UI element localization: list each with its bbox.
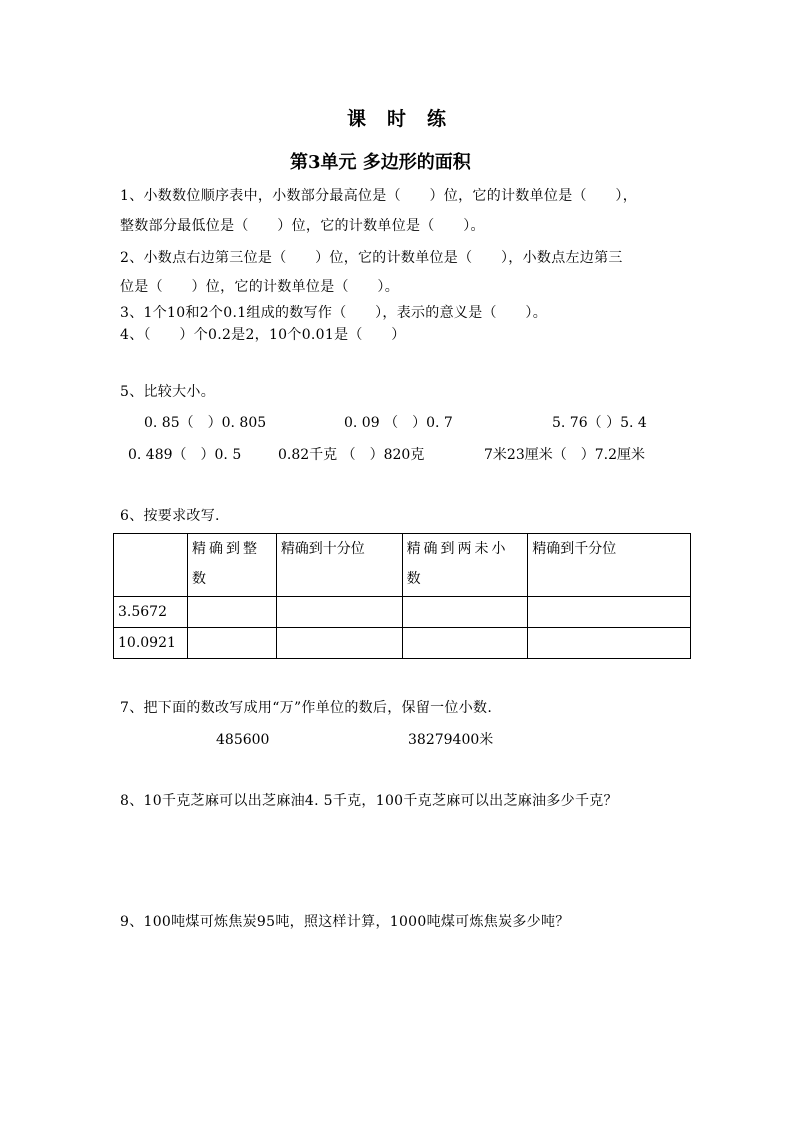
question-3: 3、1个10和2个0.1组成的数写作（ ），表示的意义是（ ）。 (120, 305, 547, 321)
question-5-title: 5、比较大小。 (120, 384, 216, 400)
compare-item: 7米23厘米（ ）7.2厘米 (484, 447, 645, 463)
table-header-row (114, 534, 691, 597)
table-cell: 10.0921 (114, 628, 188, 659)
question-2-line-2: 位是（ ）位，它的计数单位是（ ）。 (120, 279, 399, 295)
table-cell (276, 597, 402, 628)
compare-item: 0.82千克 （ ）820克 (278, 447, 425, 463)
table-header-cell: 精确到千分位 (528, 534, 691, 597)
question-1-line-2: 整数部分最低位是（ ）位，它的计数单位是（ ）。 (120, 218, 485, 234)
table-cell (187, 597, 276, 628)
question-9: 9、100吨煤可炼焦炭95吨，照这样计算，1000吨煤可炼焦炭多少吨？ (120, 914, 570, 930)
table-row (114, 597, 691, 628)
rounding-table (113, 533, 691, 659)
table-header-cell: 精确到两未小数 (402, 534, 528, 597)
unit-subtitle: 第3单元 多边形的面积 (290, 152, 471, 173)
compare-item: 0. 85（ ）0. 805 (144, 415, 267, 431)
compare-item: 5. 76（ ）5. 4 (552, 415, 647, 431)
table-cell (276, 628, 402, 659)
table-cell (528, 628, 691, 659)
question-2-line-1: 2、小数点右边第三位是（ ）位，它的计数单位是（ ），小数点左边第三 (120, 250, 623, 266)
question-4: 4、（ ）个0.2是2，10个0.01是（ ） (120, 327, 406, 343)
compare-item: 0. 489（ ）0. 5 (128, 447, 242, 463)
table-cell (402, 628, 528, 659)
table-cell (402, 597, 528, 628)
question-6-title: 6、按要求改写. (120, 508, 220, 524)
compare-item: 0. 09 （ ）0. 7 (344, 415, 453, 431)
question-7-title: 7、把下面的数改写成用“万”作单位的数后，保留一位小数. (120, 700, 493, 716)
table-cell (528, 597, 691, 628)
table-header-cell: 精确到整数 (187, 534, 276, 597)
page-title: 课 时 练 (347, 108, 448, 130)
question-1-line-1: 1、小数数位顺序表中，小数部分最高位是（ ）位，它的计数单位是（ ）， (120, 188, 638, 204)
question-8: 8、10千克芝麻可以出芝麻油4. 5千克，100千克芝麻可以出芝麻油多少千克？ (120, 793, 618, 809)
table-header-cell (114, 534, 188, 597)
convert-item: 485600 (216, 732, 270, 748)
convert-item: 38279400米 (408, 732, 494, 748)
table-cell: 3.5672 (114, 597, 188, 628)
table-header-cell: 精确到十分位 (276, 534, 402, 597)
table-cell (187, 628, 276, 659)
table-row (114, 628, 691, 659)
